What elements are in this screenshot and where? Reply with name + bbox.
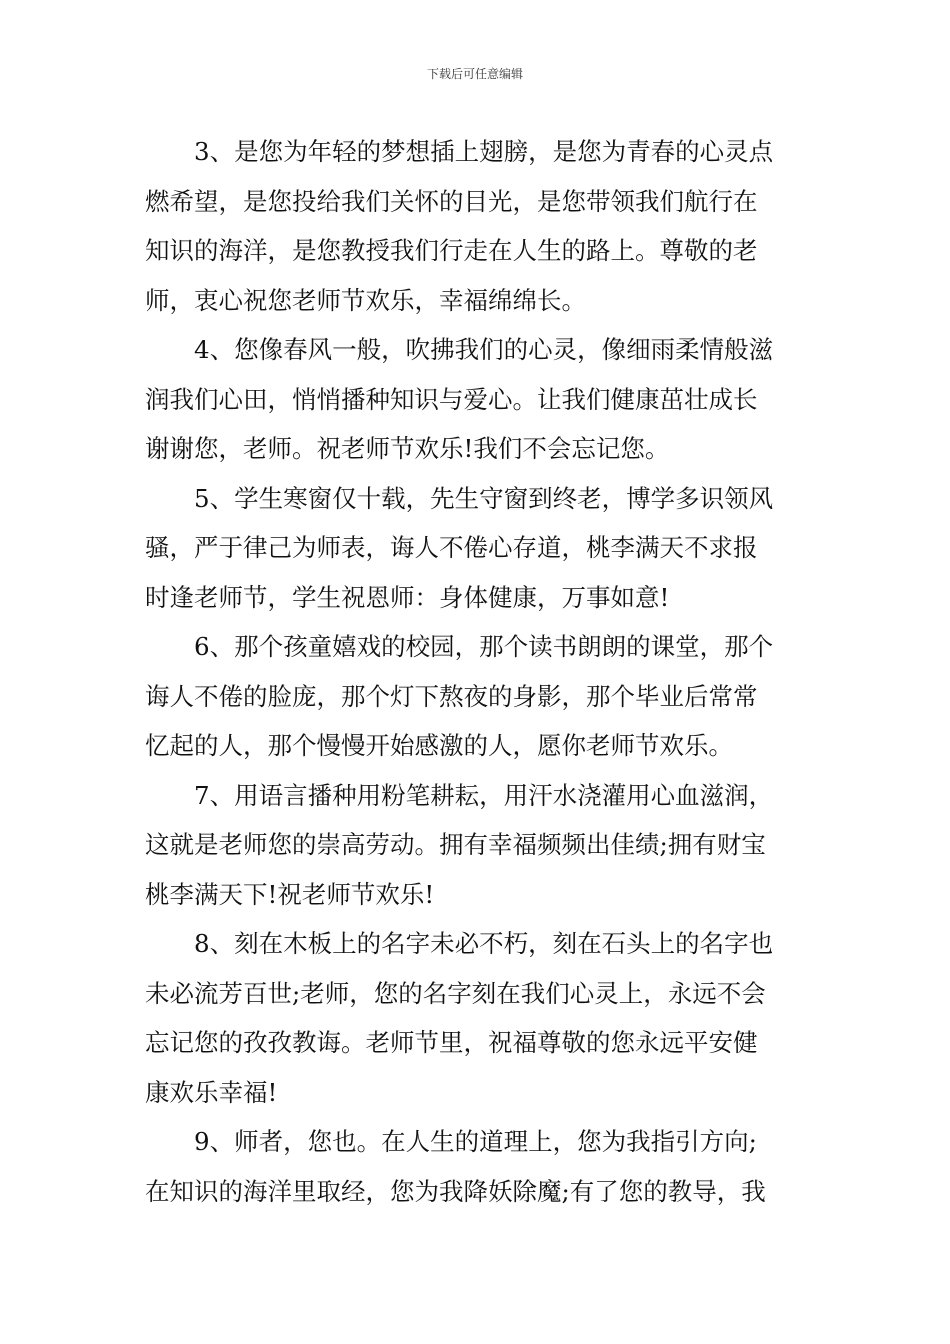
text-line: 3、是您为年轻的梦想插上翅膀，是您为青春的心灵点: [194, 137, 774, 166]
text-line: 忘记您的孜孜教诲。老师节里，祝福尊敬的您永远平安健: [145, 1028, 758, 1057]
text-line: 6、那个孩童嬉戏的校园，那个读书朗朗的课堂，那个: [194, 632, 774, 661]
text-line: 未必流芳百世;老师，您的名字刻在我们心灵上，永远不会: [145, 978, 766, 1008]
text-line: 康欢乐幸福!: [145, 1077, 278, 1107]
text-line: 忆起的人，那个慢慢开始感激的人，愿你老师节欢乐。: [145, 731, 733, 760]
paragraph-5: [145, 474, 807, 623]
text-line: 燃希望，是您投给我们关怀的目光，是您带领我们航行在: [145, 186, 758, 216]
text-line: 在知识的海洋里取经，您为我降妖除魔;有了您的教导，我: [145, 1176, 766, 1206]
text-line: 这就是老师您的崇高劳动。拥有幸福频频出佳绩;拥有财宝: [145, 830, 766, 859]
text-line: 师，衷心祝您老师节欢乐，幸福绵绵长。: [145, 285, 586, 315]
text-line: 诲人不倦的脸庞，那个灯下熬夜的身影，那个毕业后常常: [145, 681, 758, 711]
paragraph-8: [145, 919, 807, 1117]
text-line: 9、师者，您也。在人生的道理上，您为我指引方向;: [194, 1127, 757, 1156]
paragraph-3: [145, 127, 807, 325]
text-line: 5、学生寒窗仅十载，先生守窗到终老，博学多识领风: [194, 483, 774, 513]
text-line: 知识的海洋，是您教授我们行走在人生的路上。尊敬的老: [145, 236, 758, 265]
text-line: 7、用语言播种用粉笔耕耘，用汗水浇灌用心血滋润，: [194, 780, 774, 810]
text-line: 时逢老师节，学生祝恩师：身体健康，万事如意!: [145, 582, 670, 612]
document-body: [145, 127, 807, 1216]
text-line: 谢谢您，老师。祝老师节欢乐!我们不会忘记您。: [145, 434, 670, 463]
text-line: 桃李满天下!祝老师节欢乐!: [145, 879, 435, 909]
paragraph-4: [145, 325, 807, 474]
paragraph-7: [145, 771, 807, 920]
text-line: 4、您像春风一般，吹拂我们的心灵，像细雨柔情般滋: [194, 335, 774, 364]
page-header: 下载后可任意编辑: [426, 67, 523, 81]
paragraph-9: [145, 1117, 807, 1216]
text-line: 骚，严于律己为师表，诲人不倦心存道，桃李满天不求报: [145, 533, 758, 562]
paragraph-6: [145, 622, 807, 771]
text-line: 8、刻在木板上的名字未必不朽，刻在石头上的名字也: [194, 929, 774, 958]
text-line: 润我们心田，悄悄播种知识与爱心。让我们健康茁壮成长: [145, 384, 758, 414]
